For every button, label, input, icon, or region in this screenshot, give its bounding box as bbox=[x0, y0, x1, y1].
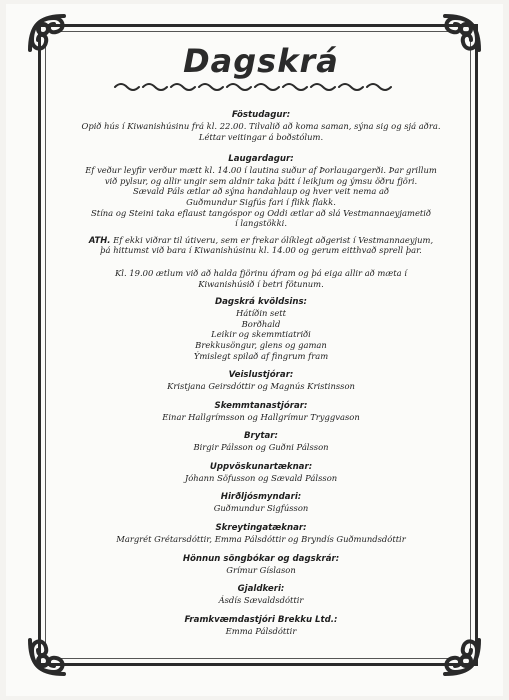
role-title: Framkvæmdastjóri Brekku Ltd.: bbox=[184, 614, 338, 625]
role-names: Grímur Gíslason bbox=[226, 564, 296, 575]
wave-ornament-icon bbox=[111, 80, 411, 92]
role-names: Margrét Grétarsdóttir, Emma Pálsdóttir og Bryndís Guðmundsdóttir bbox=[116, 534, 406, 545]
role-block bbox=[66, 431, 456, 453]
role-block bbox=[66, 615, 456, 637]
saturday-line: í langstökki. bbox=[235, 218, 287, 229]
evening-program bbox=[66, 297, 456, 361]
document-page bbox=[6, 4, 503, 696]
saturday-line: Guðmundur Sigfús fari í flikk flakk. bbox=[186, 196, 336, 207]
friday-line: Opið hús í Kiwanishúsinu frá kl. 22.00. Tilvalið að koma saman, sýna sig og sjá aðra. bbox=[81, 121, 441, 131]
program-item: Borðhald bbox=[241, 318, 281, 329]
role-block bbox=[66, 401, 456, 423]
role-title: Skemmtanastjórar: bbox=[214, 400, 308, 411]
role-title: Uppvöskunartæknar: bbox=[209, 461, 313, 472]
role-block bbox=[66, 492, 456, 514]
role-block bbox=[66, 554, 456, 576]
program-heading: Dagskrá kvöldsins: bbox=[215, 297, 307, 308]
program-item: Brekkusöngur, glens og gaman bbox=[195, 339, 327, 350]
celtic-knot-corner-icon bbox=[24, 634, 70, 680]
program-item: Leikir og skemmtiatriði bbox=[211, 329, 311, 340]
evening-line: Kl. 19.00 ætlum við að halda fjörinu áfram og þá eiga allir að mæta í bbox=[115, 267, 407, 278]
friday-heading: Föstudagur: bbox=[231, 110, 291, 120]
page-title: Dagskrá bbox=[183, 42, 339, 80]
saturday-line: Stína og Steini taka eflaust tangóspor og Oddi ætlar að slá Vestmannaeyjametið bbox=[90, 207, 431, 218]
role-block bbox=[66, 462, 456, 484]
saturday-line: Ef veður leyfir verður mætt kl. 14.00 í lautina suður af Þorlaugargerði. Þar grillum bbox=[85, 165, 437, 176]
role-block bbox=[66, 584, 456, 606]
role-block bbox=[66, 370, 456, 392]
friday-section bbox=[66, 110, 456, 142]
evening-section bbox=[66, 268, 456, 289]
saturday-heading: Laugardagur: bbox=[228, 154, 294, 165]
role-title: Hönnun söngbókar og dagskrár: bbox=[182, 553, 340, 564]
role-title: Brytar: bbox=[244, 431, 278, 442]
friday-line: Léttar veitingar á boðstólum. bbox=[198, 131, 324, 142]
saturday-line: Sævald Páls ætlar að sýna handahlaup og hver veit nema að bbox=[132, 186, 390, 197]
program-item: Ýmislegt spilað af fingrum fram bbox=[193, 350, 329, 361]
role-title: Veislustjórar: bbox=[228, 370, 294, 381]
role-names: Ásdís Sævaldsdóttir bbox=[218, 595, 304, 606]
saturday-line: við pylsur, og allir ungir sem aldnir taka þátt í leikjum og ýmsu öðru fjöri. bbox=[104, 175, 418, 186]
role-names: Einar Hallgrímsson og Hallgrímur Tryggvason bbox=[162, 411, 360, 422]
ath-note bbox=[66, 235, 456, 256]
celtic-knot-corner-icon bbox=[24, 10, 70, 56]
role-names: Guðmundur Sigfússon bbox=[213, 503, 309, 514]
ath-text: Ef ekki viðrar til útiveru, sem er frekar ólíklegt aðgerist í Vestmannaeyjum, bbox=[110, 234, 434, 245]
role-title: Skreytingatæknar: bbox=[215, 523, 307, 534]
evening-line: Kiwanishúsið í betri fötunum. bbox=[198, 278, 324, 289]
celtic-knot-corner-icon bbox=[439, 634, 485, 680]
role-names: Kristjana Geirsdóttir og Magnús Kristinsson bbox=[167, 381, 355, 392]
role-names: Birgir Pálsson og Guðni Pálsson bbox=[193, 442, 329, 453]
ath-label: ATH. bbox=[88, 234, 111, 245]
role-title: Gjaldkeri: bbox=[237, 584, 285, 595]
role-names: Emma Pálsdóttir bbox=[225, 625, 297, 636]
program-item: Hátíðin sett bbox=[235, 308, 287, 319]
document-content bbox=[66, 44, 456, 636]
role-names: Jóhann Söfusson og Sævald Pálsson bbox=[184, 472, 338, 483]
ath-line: þá hittumst við bara í Kiwanishúsinu kl. 14.00 og gerum eitthvað sprell þar. bbox=[100, 245, 422, 256]
role-block bbox=[66, 523, 456, 545]
role-title: Hirðljósmyndari: bbox=[220, 492, 302, 503]
ath-line bbox=[66, 235, 456, 246]
saturday-section bbox=[66, 154, 456, 229]
